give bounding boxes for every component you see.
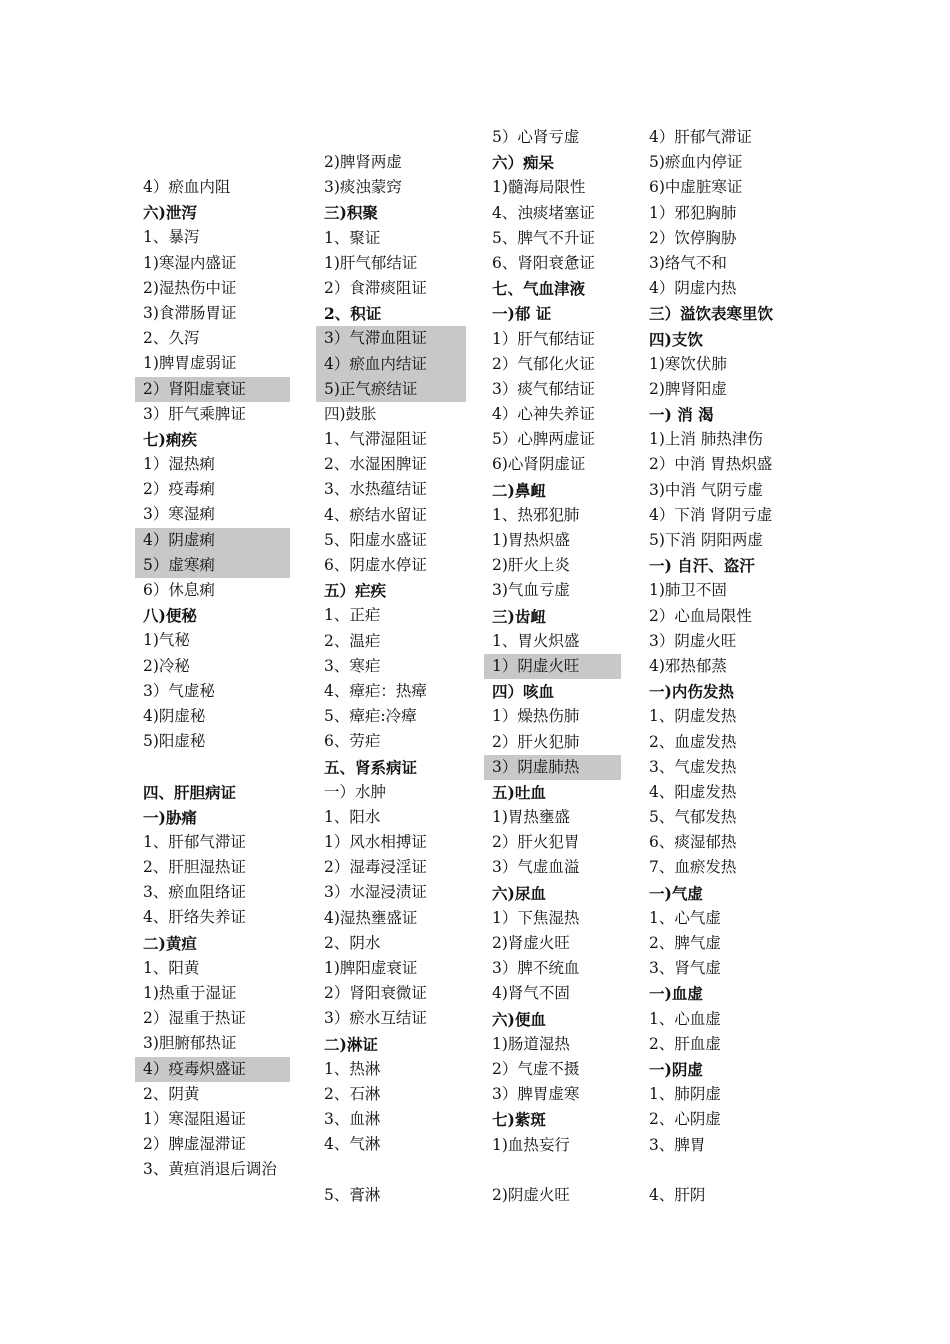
section-heading: 二)淋证 bbox=[324, 1034, 378, 1054]
list-entry: 2）疫毒痢 bbox=[143, 480, 215, 499]
list-entry: 1、热邪犯肺 bbox=[492, 505, 580, 524]
blank-line bbox=[641, 1158, 801, 1183]
section-heading: 七)紫斑 bbox=[492, 1110, 546, 1130]
list-entry: 5)阳虚秘 bbox=[143, 732, 206, 751]
column-4 bbox=[641, 125, 801, 1208]
list-entry: 6、阴虚水停证 bbox=[324, 556, 427, 574]
blank-line bbox=[484, 1158, 621, 1183]
list-entry: 5）心肾亏虚 bbox=[492, 128, 580, 146]
list-entry: 3、寒疟 bbox=[324, 656, 381, 675]
list-entry: 1）寒湿阻遏证 bbox=[143, 1109, 246, 1128]
list-entry: 5、脾气不升证 bbox=[492, 228, 595, 247]
highlighted-entry: 4）瘀血内结证 bbox=[316, 352, 466, 377]
list-entry: 5）心脾两虚证 bbox=[492, 430, 595, 449]
list-entry: 6、痰湿郁热 bbox=[649, 833, 737, 852]
list-entry: 4、浊痰堵塞证 bbox=[492, 203, 595, 222]
list-entry: 2）湿毒浸淫证 bbox=[324, 858, 427, 877]
list-entry: 1)脾阳虚衰证 bbox=[324, 959, 418, 977]
list-entry: 2）肝火犯肺 bbox=[492, 732, 580, 751]
list-entry: 3、气虚发热 bbox=[649, 757, 737, 776]
list-entry: 2)阴虚火旺 bbox=[492, 1185, 570, 1204]
section-heading: 四)支饮 bbox=[649, 329, 703, 349]
list-entry: 5、气郁发热 bbox=[649, 808, 737, 827]
list-entry: 1、阴虚发热 bbox=[649, 707, 737, 726]
list-entry: 2、脾气虚 bbox=[649, 934, 721, 952]
list-entry: 2、水湿困脾证 bbox=[324, 455, 427, 474]
list-entry: 1）风水相搏证 bbox=[324, 833, 427, 852]
list-entry: 1）邪犯胸肺 bbox=[649, 203, 737, 222]
list-entry: 1)肠道湿热 bbox=[492, 1034, 570, 1053]
list-entry: 1)热重于湿证 bbox=[143, 984, 237, 1002]
section-heading: 六)泄泻 bbox=[143, 203, 197, 223]
list-entry: 1、心血虚 bbox=[649, 1009, 721, 1028]
list-entry: 2、心阴虚 bbox=[649, 1110, 721, 1129]
list-entry: 3）脾胃虚寒 bbox=[492, 1085, 580, 1104]
section-heading: 八)便秘 bbox=[143, 606, 197, 626]
list-entry: 1)胃热壅盛 bbox=[492, 808, 570, 827]
section-heading: 一) 自汗、盗汗 bbox=[649, 556, 755, 576]
section-heading: 二)黄疸 bbox=[143, 933, 197, 953]
list-entry: 4)肾气不固 bbox=[492, 984, 570, 1003]
section-heading: 一) 消 渴 bbox=[649, 405, 714, 425]
list-entry: 3、黄疸消退后调治 bbox=[143, 1160, 277, 1179]
list-entry: 3）阴虚火旺 bbox=[649, 631, 737, 650]
list-entry: 2)脾肾阳虚 bbox=[649, 379, 727, 398]
list-entry: 4、肝络失养证 bbox=[143, 908, 246, 927]
list-entry: 3、水热蕴结证 bbox=[324, 480, 427, 499]
list-entry: 2、阴黄 bbox=[143, 1084, 200, 1103]
list-entry: 5)瘀血内停证 bbox=[649, 153, 743, 172]
list-entry: 1)上消 肺热津伤 bbox=[649, 430, 763, 449]
list-entry: 1）下焦湿热 bbox=[492, 908, 580, 927]
list-entry: 5、阳虚水盛证 bbox=[324, 530, 427, 549]
list-entry: 1、心气虚 bbox=[649, 908, 721, 927]
section-heading: 五）疟疾 bbox=[324, 581, 387, 601]
list-entry: 1)肺卫不固 bbox=[649, 581, 727, 600]
list-entry: 1、气滞湿阻证 bbox=[324, 430, 427, 449]
list-entry: 2）心血局限性 bbox=[649, 606, 752, 625]
list-entry: 3）肝气乘脾证 bbox=[143, 404, 246, 423]
section-heading: 六)便血 bbox=[492, 1009, 546, 1029]
list-entry: 4)湿热壅盛证 bbox=[324, 908, 418, 927]
list-entry: 3)中消 气阴亏虚 bbox=[649, 480, 763, 499]
list-entry: 1、正疟 bbox=[324, 606, 381, 625]
section-heading: 三）溢饮表寒里饮 bbox=[649, 304, 774, 324]
highlighted-entry: 4）疫毒炽盛证 bbox=[135, 1057, 290, 1082]
list-entry: 2）湿重于热证 bbox=[143, 1009, 246, 1028]
list-entry: 4、阳虚发热 bbox=[649, 782, 737, 801]
list-entry: 3、血淋 bbox=[324, 1110, 381, 1129]
list-entry: 1、聚证 bbox=[324, 228, 381, 247]
section-heading: 七)痢疾 bbox=[143, 429, 197, 449]
list-entry: 一）水肿 bbox=[324, 782, 387, 801]
list-entry: 3、瘀血阻络证 bbox=[143, 883, 246, 902]
list-entry: 5、膏淋 bbox=[324, 1185, 381, 1204]
list-entry: 2)肾虚火旺 bbox=[492, 934, 570, 952]
list-entry: 3）脾不统血 bbox=[492, 959, 580, 978]
list-entry: 1、暴泻 bbox=[143, 228, 200, 247]
section-heading: 2、积证 bbox=[324, 304, 382, 324]
list-entry: 1)寒饮伏肺 bbox=[649, 354, 727, 373]
section-heading: 三)齿衄 bbox=[492, 606, 546, 626]
list-entry: 2）气郁化火证 bbox=[492, 354, 595, 373]
section-heading: 三)积聚 bbox=[324, 203, 378, 223]
list-entry: 4)邪热郁蒸 bbox=[649, 656, 727, 675]
list-entry: 3）气虚血溢 bbox=[492, 858, 580, 877]
highlighted-entry: 5）虚寒痢 bbox=[135, 553, 290, 578]
list-entry: 4）瘀血内阻 bbox=[143, 178, 231, 196]
list-entry: 6)中虚脏寒证 bbox=[649, 178, 743, 197]
list-entry: 3)络气不和 bbox=[649, 253, 727, 272]
list-entry: 1）湿热痢 bbox=[143, 455, 215, 474]
list-entry: 6、劳疟 bbox=[324, 732, 381, 751]
section-heading: 七、气血津液 bbox=[492, 279, 586, 299]
list-entry: 5)下消 阴阳两虚 bbox=[649, 531, 763, 549]
list-entry: 2、石淋 bbox=[324, 1084, 381, 1103]
list-entry: 2）脾虚湿滞证 bbox=[143, 1135, 246, 1154]
list-entry: 1)脾胃虚弱证 bbox=[143, 354, 237, 373]
section-heading: 一)血虚 bbox=[649, 984, 703, 1004]
list-entry: 2、温疟 bbox=[324, 631, 381, 650]
list-entry: 3)气血亏虚 bbox=[492, 581, 570, 600]
section-heading: 一)内伤发热 bbox=[649, 682, 734, 702]
section-heading: 一)胁痛 bbox=[143, 807, 197, 827]
section-heading: 四）咳血 bbox=[492, 682, 555, 702]
list-entry: 1)胃热炽盛 bbox=[492, 531, 570, 549]
list-entry: 4)阴虚秘 bbox=[143, 706, 206, 725]
highlighted-entry: 3）气滞血阻证 bbox=[316, 326, 466, 351]
section-heading: 二)鼻衄 bbox=[492, 480, 546, 500]
list-entry: 2、肝血虚 bbox=[649, 1034, 721, 1053]
section-heading: 一)气虚 bbox=[649, 883, 703, 903]
list-entry: 1、阳黄 bbox=[143, 958, 200, 977]
list-entry: 2、阴水 bbox=[324, 933, 381, 952]
list-entry: 2、肝胆湿热证 bbox=[143, 858, 246, 877]
list-entry: 1、肺阴虚 bbox=[649, 1085, 721, 1104]
list-entry: 6、肾阳衰惫证 bbox=[492, 253, 595, 272]
list-entry: 1)寒湿内盛证 bbox=[143, 253, 237, 272]
list-entry: 1)肝气郁结证 bbox=[324, 253, 418, 272]
section-heading: 六)尿血 bbox=[492, 883, 546, 903]
list-entry: 2）肝火犯胃 bbox=[492, 833, 580, 852]
list-entry: 4、瘴疟：热瘴 bbox=[324, 681, 427, 700]
list-entry: 7、血瘀发热 bbox=[649, 858, 737, 877]
blank-line bbox=[135, 754, 290, 779]
list-entry: 3）气虚秘 bbox=[143, 681, 215, 700]
list-entry: 1、热淋 bbox=[324, 1059, 381, 1078]
list-entry: 1、阳水 bbox=[324, 807, 381, 826]
list-entry: 5、瘴疟:冷瘴 bbox=[324, 707, 417, 726]
list-entry: 1、肝郁气滞证 bbox=[143, 832, 246, 851]
list-entry: 6)心肾阴虚证 bbox=[492, 455, 586, 474]
list-entry: 2、久泻 bbox=[143, 329, 200, 348]
column-2 bbox=[316, 150, 466, 1208]
list-entry: 3）瘀水互结证 bbox=[324, 1009, 427, 1028]
column-3 bbox=[484, 125, 621, 1208]
list-entry: 2）气虚不摄 bbox=[492, 1059, 580, 1078]
list-entry: 2）饮停胸胁 bbox=[649, 228, 737, 247]
list-entry: 2、血虚发热 bbox=[649, 732, 737, 751]
list-entry: 4、气淋 bbox=[324, 1135, 381, 1154]
list-entry: 4、肝阴 bbox=[649, 1185, 706, 1204]
section-heading: 一)郁 证 bbox=[492, 304, 552, 324]
list-entry: 2)脾肾两虚 bbox=[324, 153, 402, 171]
list-entry: 2)肝火上炎 bbox=[492, 556, 570, 575]
section-heading: 五)吐血 bbox=[492, 782, 546, 802]
list-entry: 3)胆腑郁热证 bbox=[143, 1034, 237, 1053]
list-entry: 3）痰气郁结证 bbox=[492, 379, 595, 398]
section-heading: 一)阴虚 bbox=[649, 1059, 703, 1079]
list-entry: 3）水湿浸渍证 bbox=[324, 883, 427, 902]
column-1 bbox=[135, 175, 290, 1182]
highlighted-entry: 3）阴虚肺热 bbox=[484, 755, 621, 780]
highlighted-entry: 2）肾阳虚衰证 bbox=[135, 377, 290, 402]
list-entry: 4）阴虚内热 bbox=[649, 279, 737, 298]
list-entry: 2)湿热伤中证 bbox=[143, 278, 237, 297]
list-entry: 3)食滞肠胃证 bbox=[143, 303, 237, 322]
section-heading: 四、肝胆病证 bbox=[143, 782, 237, 802]
highlighted-entry: 1）阴虚火旺 bbox=[484, 654, 621, 679]
list-entry: 4、瘀结水留证 bbox=[324, 505, 427, 524]
list-entry: 2）食滞痰阻证 bbox=[324, 278, 427, 297]
list-entry: 2）肾阳衰微证 bbox=[324, 984, 427, 1003]
list-entry: 1）肝气郁结证 bbox=[492, 329, 595, 348]
list-entry: 6）休息痢 bbox=[143, 581, 215, 599]
list-entry: 2)冷秘 bbox=[143, 656, 190, 675]
list-entry: 1)气秘 bbox=[143, 631, 190, 650]
list-entry: 4）心神失养证 bbox=[492, 405, 595, 424]
list-entry: 1、胃火炽盛 bbox=[492, 631, 580, 650]
list-entry: 1)髓海局限性 bbox=[492, 178, 586, 197]
highlighted-entry: 4）阴虚痢 bbox=[135, 528, 290, 553]
blank-line bbox=[316, 1158, 466, 1183]
list-entry: 3、肾气虚 bbox=[649, 959, 721, 978]
list-entry: 4）下消 肾阴亏虚 bbox=[649, 505, 773, 524]
section-heading: 六）痴呆 bbox=[492, 153, 555, 173]
highlighted-entry: 5)正气瘀结证 bbox=[316, 377, 466, 402]
list-entry: 4）肝郁气滞证 bbox=[649, 128, 752, 146]
list-entry: 1）燥热伤肺 bbox=[492, 707, 580, 726]
list-entry: 3)痰浊蒙窍 bbox=[324, 178, 402, 197]
list-entry: 2）中消 胃热炽盛 bbox=[649, 455, 773, 474]
list-entry: 3、脾胃 bbox=[649, 1135, 706, 1154]
section-heading: 五、肾系病证 bbox=[324, 757, 418, 777]
list-entry: 四)鼓胀 bbox=[324, 404, 377, 423]
list-entry: 1)血热妄行 bbox=[492, 1135, 570, 1154]
list-entry: 3）寒湿痢 bbox=[143, 505, 215, 524]
